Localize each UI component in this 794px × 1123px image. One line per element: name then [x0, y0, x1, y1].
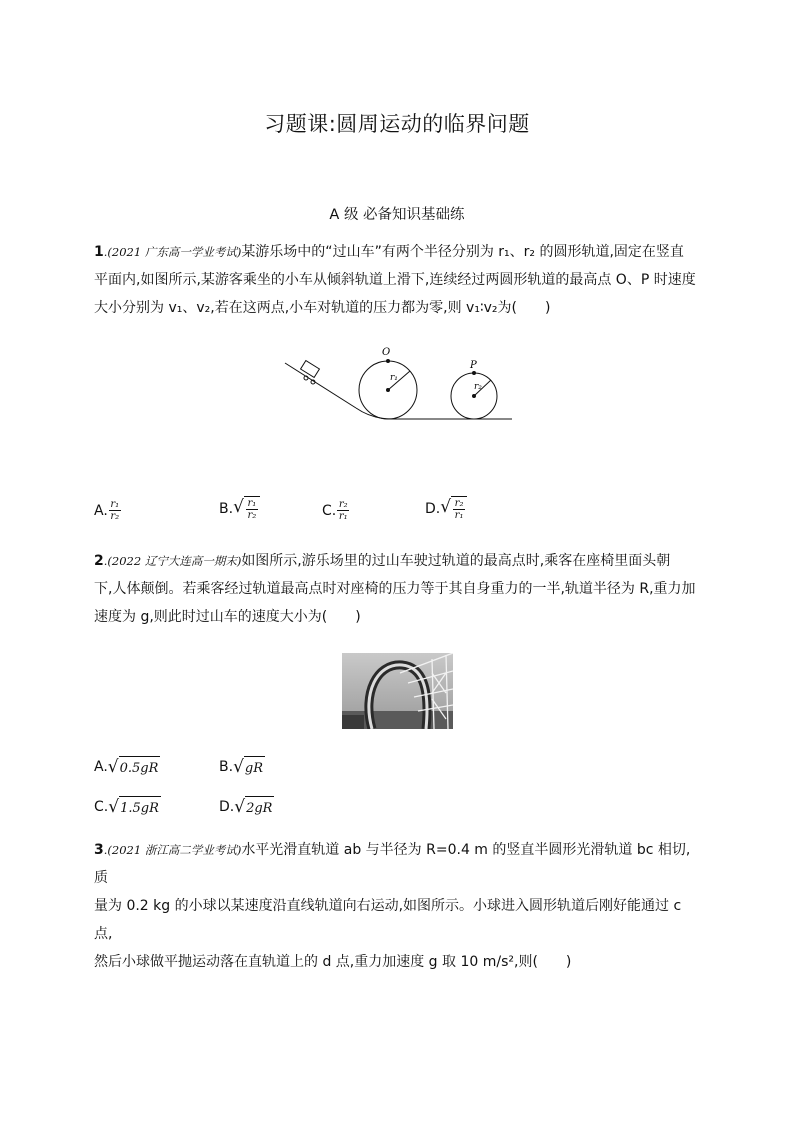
question-3-line-1: 3.(2021 浙江高二学业考试)水平光滑直轨道 ab 与半径为 R=0.4 m 的竖直半圆形光滑轨道 bc 相切,质 [94, 842, 691, 886]
roller-coaster-loops-figure [280, 340, 520, 425]
question-1-source: .(2021 广东高一学业考试) [103, 245, 242, 259]
question-1-line-1: 1.(2021 广东高一学业考试)某游乐场中的“过山车”有两个半径分别为 r₁、r₂ 的圆形轨道,固定在竖直 [94, 244, 684, 260]
label-r2: r₂ [474, 382, 482, 392]
label-r1: r₁ [390, 373, 398, 383]
question-2-number: 2 [94, 553, 104, 569]
page-title: 习题课:圆周运动的临界问题 [264, 112, 530, 136]
label-P: P [470, 360, 477, 371]
q1-option-c[interactable]: C. $\frac{\text{r₂}}{\text{r₁}}$ [322, 499, 348, 522]
q2-option-b[interactable]: B. √ gR [219, 757, 264, 777]
label-O: O [382, 347, 391, 358]
question-3-line-3: 然后小球做平抛运动落在直轨道上的 d 点,重力加速度 g 取 10 m/s²,则( ) [94, 954, 572, 970]
roller-coaster-photo [342, 653, 453, 729]
question-1-line-2: 平面内,如图所示,某游客乘坐的小车从倾斜轨道上滑下,连续经过两圆形轨道的最高点 O、P 时速度 [94, 272, 696, 288]
question-3-source: .(2021 浙江高二学业考试) [103, 843, 242, 857]
q2-option-a[interactable]: A. √ 0.5gR [94, 757, 159, 777]
question-3-number: 3 [94, 842, 104, 858]
question-1 [94, 238, 700, 322]
question-2 [94, 547, 700, 631]
question-1-line-3: 大小分别为 v₁、v₂,若在这两点,小车对轨道的压力都为零,则 v₁∶v₂为( ) [94, 300, 551, 316]
q1-option-d[interactable]: D. √ $\frac{\text{r₂}}{\text{r₁}}$ [425, 496, 467, 521]
question-3-line-2: 量为 0.2 kg 的小球以某速度沿直线轨道向右运动,如图所示。小球进入圆形轨道后刚好能通过 c 点, [94, 898, 682, 942]
q1-option-b[interactable]: B. √ $\frac{\text{r₁}}{\text{r₂}}$ [219, 496, 260, 521]
question-1-number: 1 [94, 244, 104, 260]
section-heading: A 级 必备知识基础练 [329, 207, 465, 223]
q2-option-d[interactable]: D. √ 2gR [219, 797, 273, 817]
question-2-line-1: 2.(2022 辽宁大连高一期末)如图所示,游乐场里的过山车驶过轨道的最高点时,乘客在座椅里面头朝 [94, 553, 671, 569]
question-2-source: .(2022 辽宁大连高一期末) [103, 554, 242, 568]
question-2-line-3: 速度为 g,则此时过山车的速度大小为( ) [94, 609, 361, 625]
question-2-line-2: 下,人体颠倒。若乘客经过轨道最高点时对座椅的压力等于其自身重力的一半,轨道半径为 R,重力加 [94, 581, 696, 597]
question-3 [94, 836, 700, 976]
q2-option-c[interactable]: C. √ 1.5gR [94, 797, 159, 817]
q1-option-a[interactable]: A. $\frac{\text{r₁}}{\text{r₂}}$ [94, 499, 120, 522]
